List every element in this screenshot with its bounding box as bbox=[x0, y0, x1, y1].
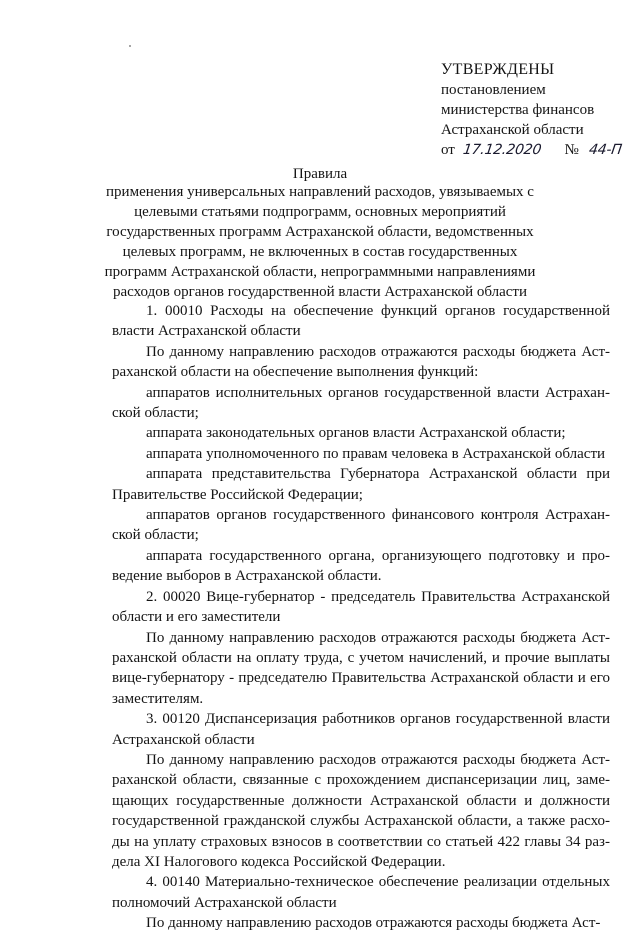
paragraph-item-1-heading: 1. 00010 Расходы на обеспечение функций органов государственной власти Астраханской области bbox=[112, 303, 610, 340]
paragraph: По данному направлению расходов отражаются расходы бюджета Астраханской области на обеспечение выполнения функций: bbox=[112, 343, 610, 381]
approval-line-2: министерства финансов bbox=[441, 102, 595, 118]
paragraph: аппаратов исполнительных органов государственной власти Астраханской области; bbox=[112, 384, 610, 422]
approval-line-3: Астраханской области bbox=[441, 122, 584, 138]
paragraph: По данному направлению расходов отражаются расходы бюджета Астраханской области, связанные с прохождением диспансеризации лиц, замещающих государственные должности Астраханской области и должности государственной гражданской службы Астраханской области, а также расходы на уплату страховых взносов в соответствии со статьей 422 главы 34 раздела XI Налогового кодекса Российской Федерации. bbox=[112, 751, 610, 870]
handwritten-number: 44-П bbox=[587, 142, 623, 158]
paragraph-item-4-heading: 4. 00140 Материально-техническое обеспечение реализации отдельных полномочий Астраханской области bbox=[112, 874, 610, 911]
scan-speck bbox=[129, 45, 131, 47]
number-label: № bbox=[564, 142, 579, 158]
paragraph-item-2-heading: 2. 00020 Вице-губернатор - председатель Правительства Астраханской области и его заместители bbox=[112, 588, 610, 626]
paragraph: аппарата законодательных органов власти Астраханской области; bbox=[146, 425, 566, 442]
paragraph: аппарата уполномоченного по правам человека в Астраханской области bbox=[146, 445, 606, 462]
document-subtitle: применения универсальных направлений расходов, увязываемых с целевыми статьями подпрограмм, основных мероприятий государственных программ Астраханской области, ведомственных целевых программ, не включенных в состав государственных программ Астраханской области, непрограммными направлениями расходов органов государственной власти Астраханской области bbox=[104, 184, 536, 300]
paragraph: аппаратов органов государственного финансового контроля Астраханской области; bbox=[112, 507, 610, 544]
from-label: от bbox=[441, 142, 455, 158]
paragraph-item-3-heading: 3. 00120 Диспансеризация работников органов государственной власти Астраханской области bbox=[112, 711, 610, 748]
approval-heading: УТВЕРЖДЕНЫ bbox=[441, 61, 555, 78]
approval-block bbox=[441, 60, 631, 160]
paragraph: аппарата государственного органа, организующего подготовку и проведение выборов в Астраханской области. bbox=[112, 547, 610, 585]
approval-date-line bbox=[441, 140, 631, 160]
handwritten-date: 17.12.2020 bbox=[461, 142, 542, 158]
paragraph: По данному направлению расходов отражаются расходы бюджета Аст- bbox=[146, 915, 601, 932]
paragraph: аппарата представительства Губернатора Астраханской области при Правительстве Российской Федерации; bbox=[112, 466, 610, 503]
approval-line-1: постановлением bbox=[441, 82, 546, 98]
paragraph: По данному направлению расходов отражаются расходы бюджета Астраханской области на оплату труда, с учетом начислений, и прочие выплаты вице-губернатору - председателю Правительства Астраханской области и его заместителям. bbox=[112, 629, 610, 707]
document-title: Правила bbox=[292, 166, 348, 182]
document-body bbox=[112, 301, 610, 934]
